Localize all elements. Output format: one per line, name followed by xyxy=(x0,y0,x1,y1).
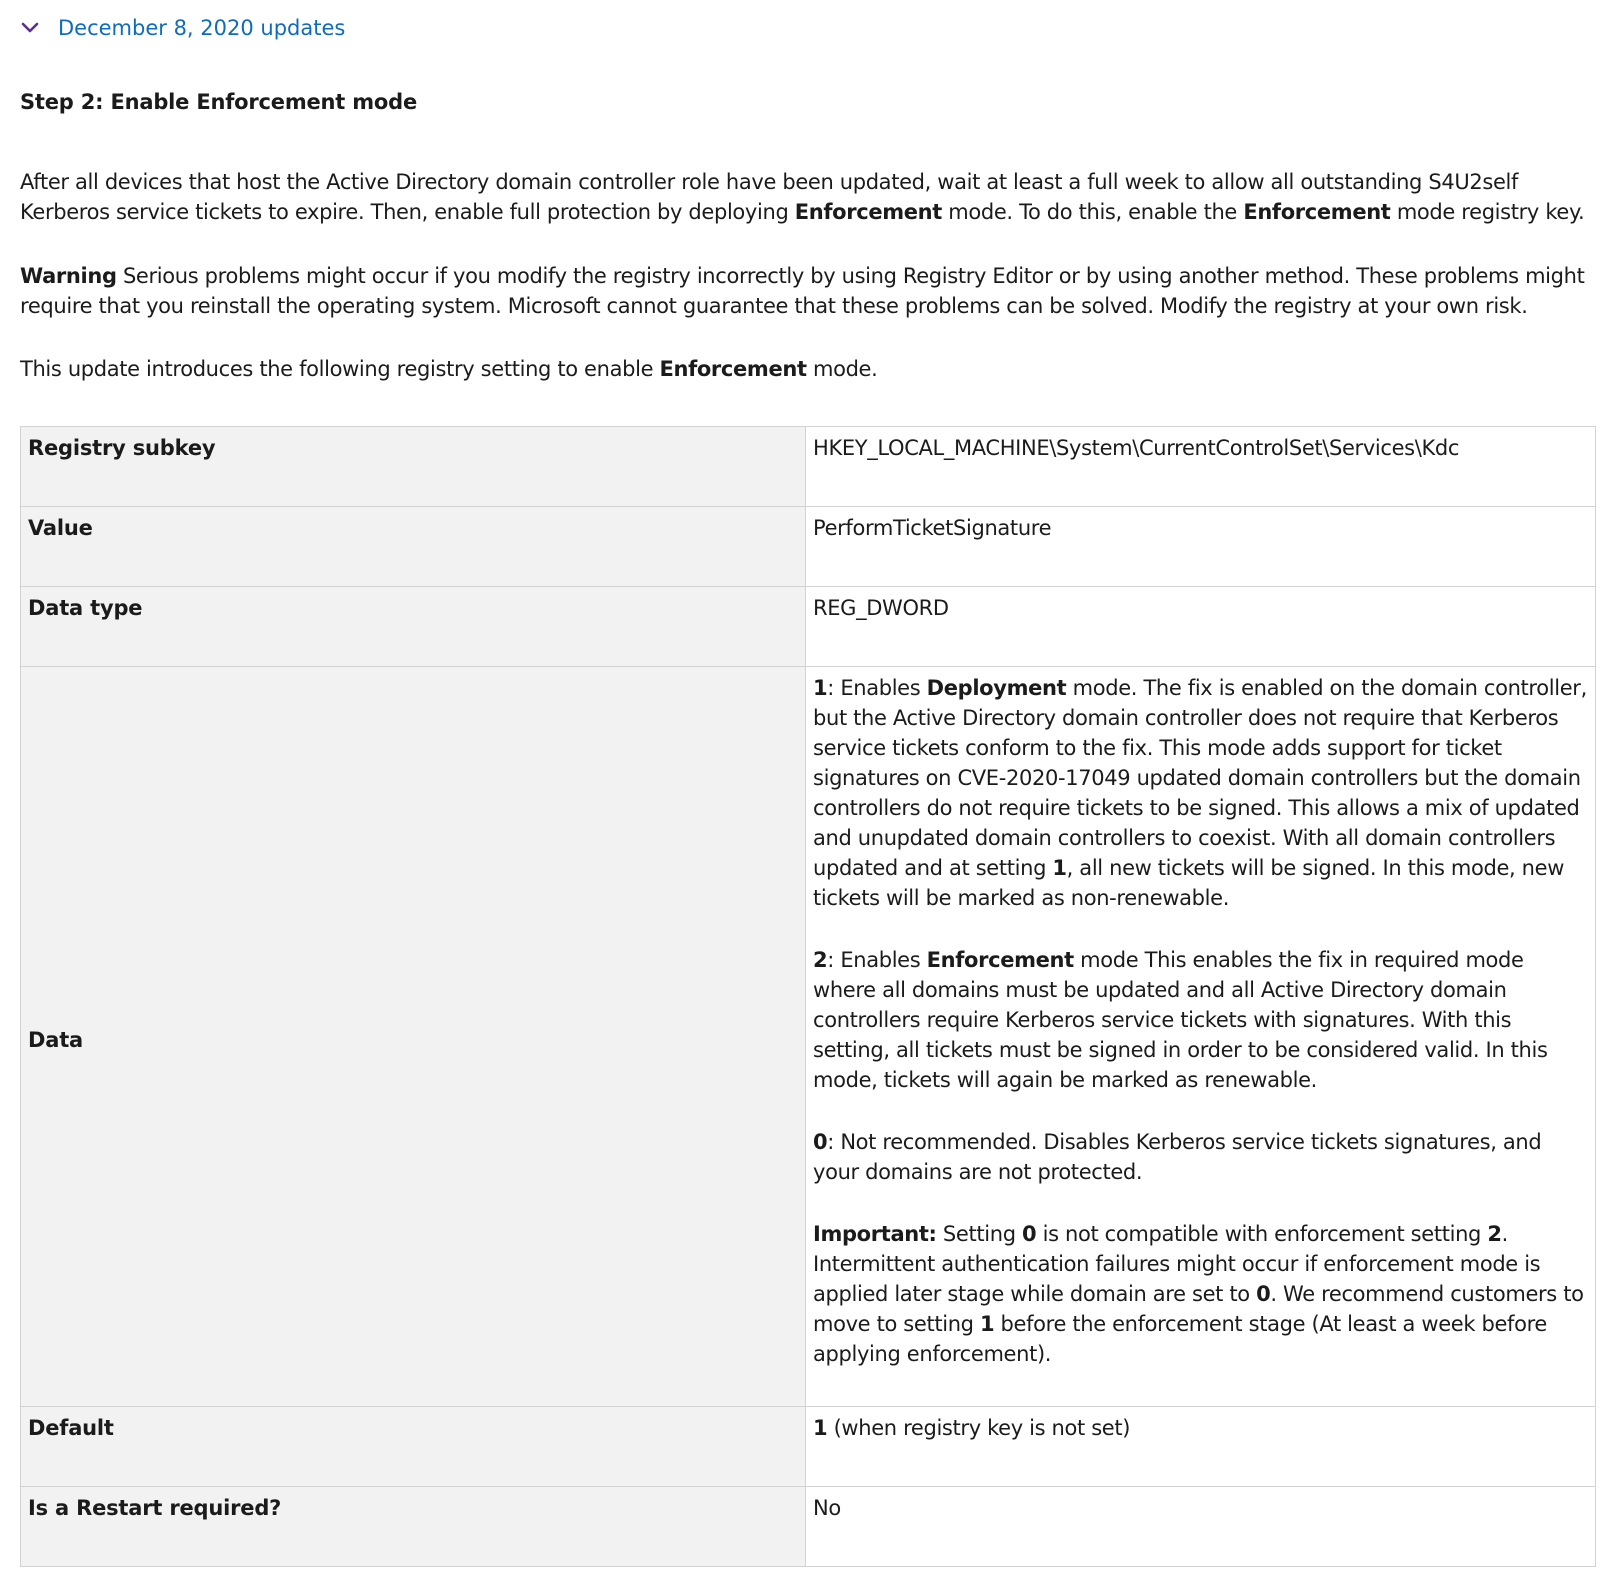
data-setting-0: 0: Not recommended. Disables Kerberos service tickets signatures, and your domains are not protected. xyxy=(813,1130,1542,1184)
accordion-title-link[interactable]: December 8, 2020 updates xyxy=(58,16,346,40)
table-row-restart-required xyxy=(21,1487,1596,1567)
value-value: PerformTicketSignature xyxy=(806,507,1596,587)
value-label: Value xyxy=(21,507,806,587)
restart-required-label: Is a Restart required? xyxy=(21,1487,806,1567)
step-heading: Step 2: Enable Enforcement mode xyxy=(20,90,418,114)
data-type-value: REG_DWORD xyxy=(806,587,1596,667)
data-important-note: Important: Setting 0 is not compatible with enforcement setting 2. Intermittent authentication failures might occur if enforcement mode is applied later stage while domain are set to 0. We recommend customers to move to setting 1 before the enforcement stage (At least a week before applying enforcement). xyxy=(813,1222,1584,1366)
default-value: 1 (when registry key is not set) xyxy=(806,1407,1596,1487)
chevron-down-icon[interactable] xyxy=(20,18,40,38)
table-row-value xyxy=(21,507,1596,587)
restart-required-value: No xyxy=(806,1487,1596,1567)
warning-label: Warning xyxy=(20,264,117,288)
table-row-default xyxy=(21,1407,1596,1487)
table-row-data xyxy=(21,667,1596,1407)
registry-intro-paragraph: This update introduces the following registry setting to enable Enforcement mode. xyxy=(20,357,878,381)
table-row-data-type xyxy=(21,587,1596,667)
data-setting-2: 2: Enables Enforcement mode This enables the fix in required mode where all domains must be updated and all Active Directory domain controllers require Kerberos service tickets with signatures. With this setting, all tickets must be signed in order to be considered valid. In this mode, tickets will again be marked as renewable. xyxy=(813,948,1548,1092)
default-label: Default xyxy=(21,1407,806,1487)
data-value xyxy=(806,667,1596,1407)
data-label: Data xyxy=(21,667,806,1407)
registry-subkey-label: Registry subkey xyxy=(21,427,806,507)
registry-settings-table xyxy=(20,426,1596,1567)
data-setting-1: 1: Enables Deployment mode. The fix is enabled on the domain controller, but the Active Directory domain controller does not require that Kerberos service tickets conform to the fix. This mode adds support for ticket signatures on CVE-2020-17049 updated domain controllers but the domain controllers do not require tickets to be signed. This allows a mix of updated and unupdated domain controllers to coexist. With all domain controllers updated and at setting 1, all new tickets will be signed. In this mode, new tickets will be marked as non-renewable. xyxy=(813,676,1587,910)
warning-paragraph: Warning Serious problems might occur if you modify the registry incorrectly by using Registry Editor or by using another method. These problems might require that you reinstall the operating system. Microsoft cannot guarantee that these problems can be solved. Modify the registry at your own risk. xyxy=(20,264,1585,318)
intro-paragraph: After all devices that host the Active Directory domain controller role have been updated, wait at least a full week to allow all outstanding S4U2self Kerberos service tickets to expire. Then, enable full protection by deploying Enforcement mode. To do this, enable the Enforcement mode registry key. xyxy=(20,170,1585,224)
accordion-toggle-december-8-2020-updates[interactable] xyxy=(20,14,345,42)
registry-subkey-value: HKEY_LOCAL_MACHINE\System\CurrentControlSet\Services\Kdc xyxy=(806,427,1596,507)
table-row-registry-subkey xyxy=(21,427,1596,507)
data-type-label: Data type xyxy=(21,587,806,667)
